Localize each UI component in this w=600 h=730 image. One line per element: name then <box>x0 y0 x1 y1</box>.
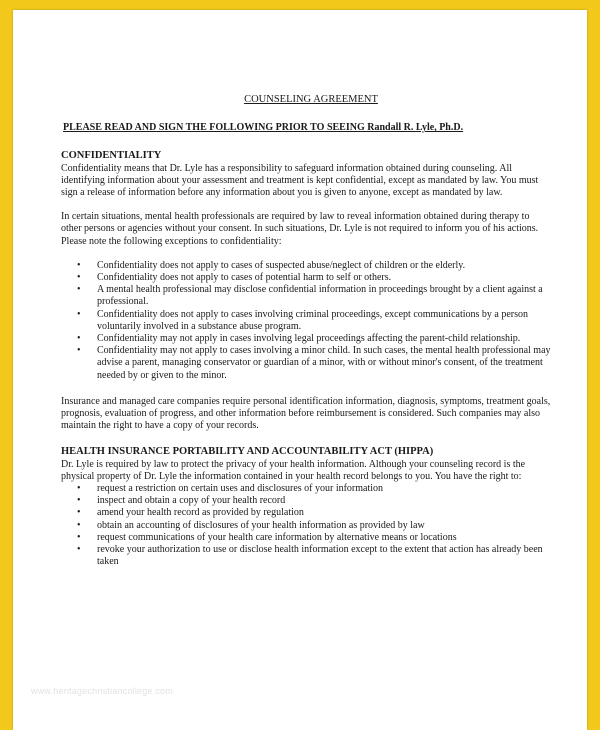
exception-item: • Confidentiality does not apply to cases involving criminal proceedings, except communications by a person voluntarily involved in a substance abuse program. <box>61 309 551 333</box>
document-title: COUNSELING AGREEMENT <box>244 94 378 105</box>
confidentiality-paragraph-1: Confidentiality means that Dr. Lyle has a responsibility to safeguard information obtained during counseling. All identifying information about your assessment and treatment is kept confidential, except as mandated by law. You must sign a release of information before any information about you is given to anyone, except as mandated by law. <box>61 162 539 199</box>
document-page <box>13 10 587 730</box>
right-item: • amend your health record as provided by regulation <box>61 507 551 519</box>
exception-item: • Confidentiality may not apply in cases involving legal proceedings affecting the parent-child relationship. <box>61 333 551 345</box>
right-item: • request communications of your health care information by alternative means or locations <box>61 532 551 544</box>
right-item: • inspect and obtain a copy of your health record <box>61 495 551 507</box>
hipaa-intro: Dr. Lyle is required by law to protect the privacy of your health information. Although your counseling record is the physical property of Dr. Lyle the information contained in your health record belongs to you. You have the right to: <box>61 458 526 482</box>
document-subtitle: PLEASE READ AND SIGN THE FOLLOWING PRIOR TO SEEING Randall R. Lyle, Ph.D. <box>63 122 464 134</box>
watermark-text: www.heritagechristiancollege.com <box>31 686 173 696</box>
exception-item: • Confidentiality may not apply to cases involving a minor child. In such cases, the mental health professional may advise a parent, managing conservator or guardian of a minor, with or without minor's consent, of the treatment needed by or given to the minor. <box>61 345 551 382</box>
exception-item: • A mental health professional may disclose confidential information in proceedings brought by a client against a professional. <box>61 284 551 308</box>
rights-list <box>61 483 551 568</box>
confidentiality-paragraph-3: Insurance and managed care companies require personal identification information, diagnosis, symptoms, treatment goals, prognosis, evaluation of progress, and other information before reimbursement is considered. Such companies may also maintain the right to have a copy of your records. <box>61 395 551 432</box>
exception-item: • Confidentiality does not apply to cases of potential harm to self or others. <box>61 272 551 284</box>
exceptions-list <box>61 260 551 382</box>
right-item: • request a restriction on certain uses and disclosures of your information <box>61 483 551 495</box>
confidentiality-heading: CONFIDENTIALITY <box>61 150 162 162</box>
exception-item: • Confidentiality does not apply to cases of suspected abuse/neglect of children or the elderly. <box>61 260 551 272</box>
confidentiality-paragraph-2: In certain situations, mental health professionals are required by law to reveal information obtained during therapy to other persons or agencies without your consent. In such situations, Dr. Lyle is not required to inform you of his actions. Please note the following exceptions to confidentiality: <box>61 211 539 247</box>
right-item: • obtain an accounting of disclosures of your health information as provided by law <box>61 520 551 532</box>
hipaa-heading: HEALTH INSURANCE PORTABILITY AND ACCOUNTABILITY ACT (HIPPA) <box>61 446 434 458</box>
right-item: • revoke your authorization to use or disclose health information except to the extent that action has already been taken <box>61 544 551 568</box>
document-content <box>61 94 551 569</box>
